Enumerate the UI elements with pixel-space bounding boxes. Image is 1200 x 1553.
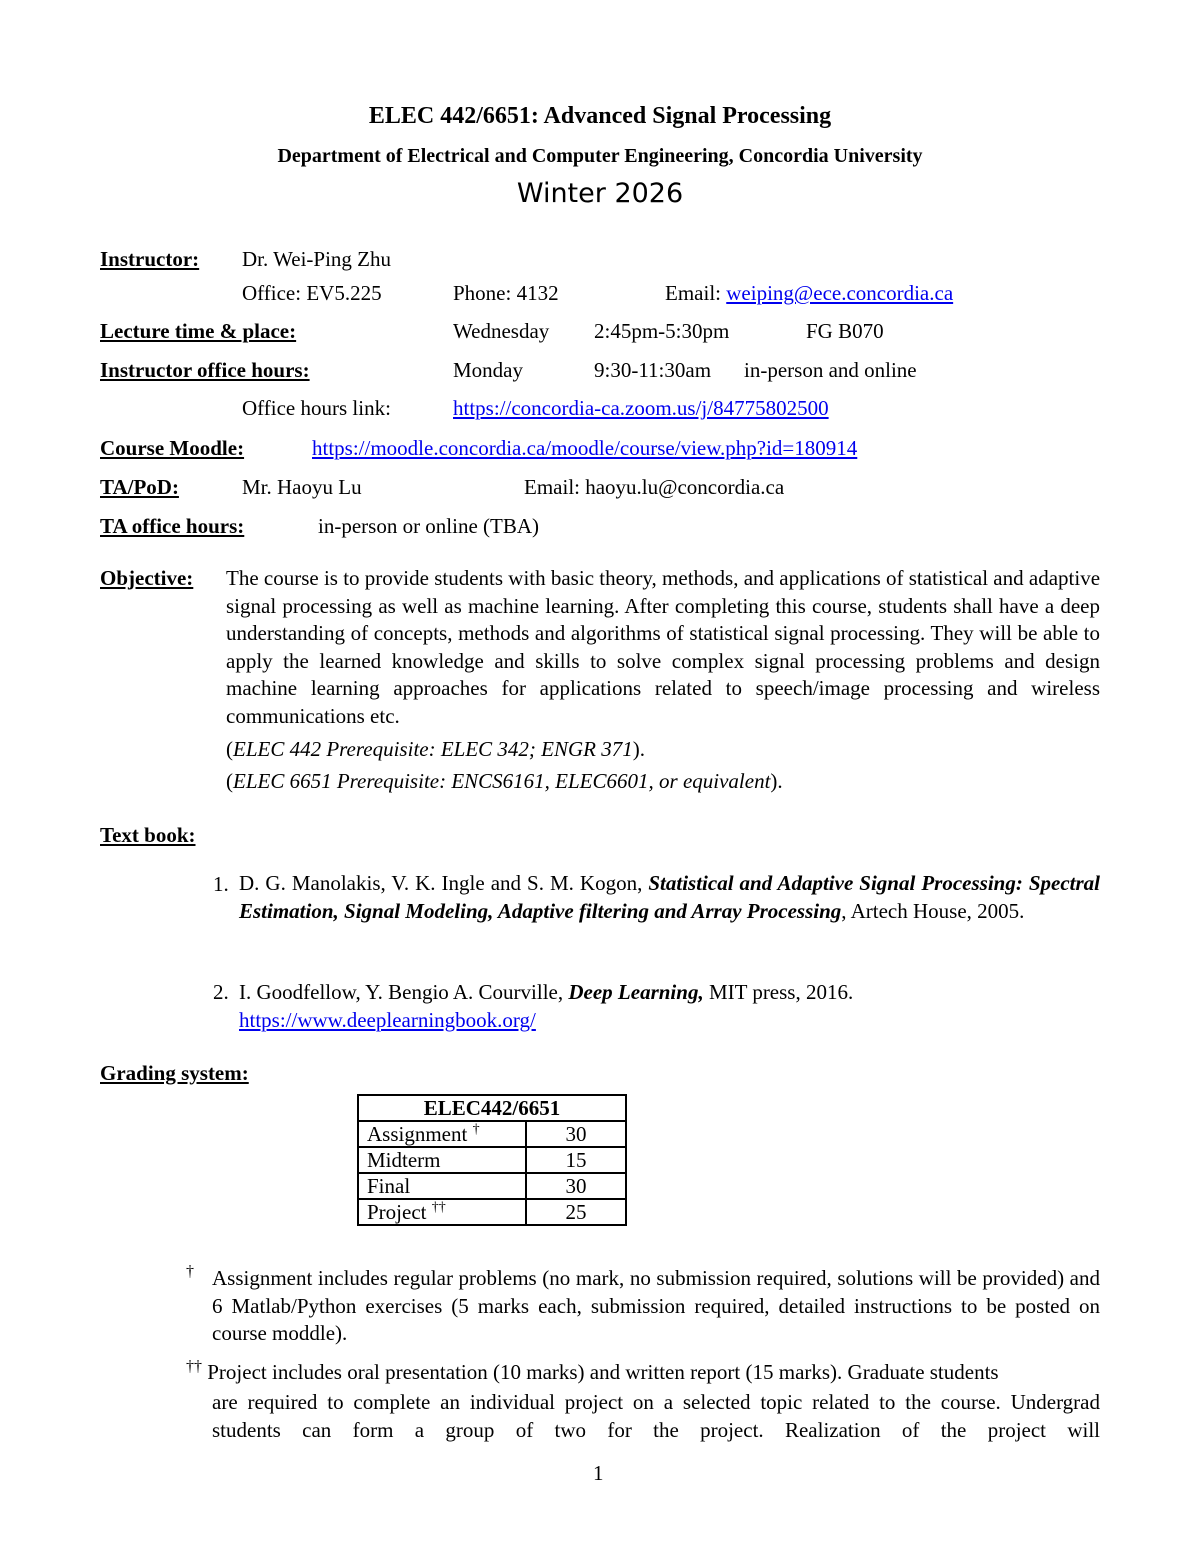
note-1: Assignment includes regular problems (no mark, no submission required, solutions will be provided) and 6 Matlab/Python exercises (5 marks each, submission required, detailed instructions to be posted on course moddle). [212, 1266, 1100, 1345]
department-line: Department of Electrical and Computer Engineering, Concordia University [277, 145, 923, 167]
prereq-6651: (ELEC 6651 Prerequisite: ENCS6161, ELEC6601, or equivalent). [226, 769, 783, 793]
book-2-number: 2. [213, 980, 229, 1004]
office-hours-day: Monday [453, 358, 523, 382]
ta-name: Mr. Haoyu Lu [242, 475, 362, 499]
grading-weight: 30 [526, 1121, 626, 1147]
table-row [358, 1121, 626, 1147]
objective-text: The course is to provide students with basic theory, methods, and applications of statistical and adaptive signal processing as well as machine learning. After completing this course, students shall have a deep understanding of concepts, methods and algorithms of statistical signal processing. They will be able to apply the learned knowledge and skills to solve complex signal processing problems and design machine learning approaches for applications related to speech/image processing and wireless communications etc. [226, 566, 1101, 728]
prereq-6651-text: ELEC 6651 Prerequisite: ENCS6161, ELEC6601, or equivalent [233, 769, 771, 793]
book-1-authors: D. G. Manolakis, V. K. Ingle and S. M. Kogon, [239, 871, 643, 895]
prereq-442: (ELEC 442 Prerequisite: ELEC 342; ENGR 371). [226, 737, 645, 761]
grading-item-name: Final [367, 1174, 411, 1198]
ta-email: Email: haoyu.lu@concordia.ca [524, 475, 785, 499]
grading-table [357, 1094, 627, 1226]
table-row [358, 1173, 626, 1199]
term: Winter 2026 [516, 178, 684, 209]
instructor-email [665, 281, 953, 306]
note-2-first-line: Project includes oral presentation (10 marks) and written report (15 marks). Graduate students [207, 1360, 999, 1384]
office-hours-label: Instructor office hours: [100, 358, 310, 382]
double-dagger-mark: †† [431, 1200, 446, 1215]
ta-hours: in-person or online (TBA) [318, 514, 540, 538]
course-title: ELEC 442/6651: Advanced Signal Processing [368, 103, 832, 129]
grading-item [358, 1199, 526, 1225]
moodle-link[interactable]: https://moodle.concordia.ca/moodle/course/view.php?id=180914 [312, 436, 858, 460]
grading-table-header: ELEC442/6651 [358, 1095, 626, 1121]
prereq-442-text: ELEC 442 Prerequisite: ELEC 342; ENGR 371 [233, 737, 633, 761]
table-row [358, 1147, 626, 1173]
instructor-label: Instructor: [100, 247, 200, 271]
page-number: 1 [593, 1461, 604, 1485]
note-2-mark: †† [186, 1358, 202, 1375]
dagger-mark: † [472, 1122, 480, 1137]
instructor-email-link[interactable]: weiping@ece.concordia.ca [726, 281, 954, 305]
table-row [358, 1199, 626, 1225]
grading-item-name: Midterm [367, 1148, 441, 1172]
office-hours-link[interactable]: https://concordia-ca.zoom.us/j/84775802500 [453, 396, 829, 420]
instructor-office: Office: EV5.225 [242, 281, 382, 305]
office-hours-mode: in-person and online [744, 358, 917, 382]
textbook-label: Text book: [100, 823, 196, 847]
grading-item-name: Project [367, 1200, 427, 1224]
book-1-number: 1. [213, 872, 229, 896]
instructor-phone: Phone: 4132 [453, 281, 559, 305]
book-2-title: Deep Learning, [568, 980, 704, 1004]
grading-table-header-row [358, 1095, 626, 1121]
note-2-rest: are required to complete an individual project on a selected topic related to the course. Undergrad students can form a group of two for the project. Realization of the project will [212, 1390, 1100, 1442]
grading-weight: 25 [526, 1199, 626, 1225]
book-2 [239, 980, 853, 1005]
book-1 [239, 870, 1100, 925]
lecture-label: Lecture time & place: [100, 319, 297, 343]
moodle-label: Course Moodle: [100, 436, 245, 460]
lecture-room: FG B070 [806, 319, 884, 343]
grading-weight: 30 [526, 1173, 626, 1199]
lecture-time: 2:45pm-5:30pm [594, 319, 730, 343]
ta-hours-label: TA office hours: [100, 514, 245, 538]
lecture-day: Wednesday [453, 319, 550, 343]
instructor-name: Dr. Wei-Ping Zhu [242, 247, 391, 271]
grading-label: Grading system: [100, 1061, 249, 1085]
objective-label: Objective: [100, 566, 194, 590]
grading-item [358, 1147, 526, 1173]
book-2-authors: I. Goodfellow, Y. Bengio A. Courville, [239, 980, 564, 1004]
note-1-mark: † [186, 1263, 194, 1280]
note-2 [186, 1360, 999, 1385]
book-1-title: Statistical and Adaptive Signal Processing: Spectral Estimation, Signal Modeling, Adaptive filtering and Array Processing [239, 871, 1101, 923]
book-2-url[interactable]: https://www.deeplearningbook.org/ [239, 1008, 536, 1032]
grading-weight: 15 [526, 1147, 626, 1173]
office-hours-time: 9:30-11:30am [594, 358, 712, 382]
book-2-publisher: MIT press, 2016. [703, 980, 854, 1004]
grading-item [358, 1173, 526, 1199]
grading-item [358, 1121, 526, 1147]
ta-label: TA/PoD: [100, 475, 179, 499]
grading-item-name: Assignment [367, 1122, 468, 1146]
instructor-email-label: Email: [665, 281, 721, 305]
office-hours-link-label: Office hours link: [242, 396, 391, 420]
book-1-publisher: , Artech House, 2005. [841, 898, 1025, 923]
